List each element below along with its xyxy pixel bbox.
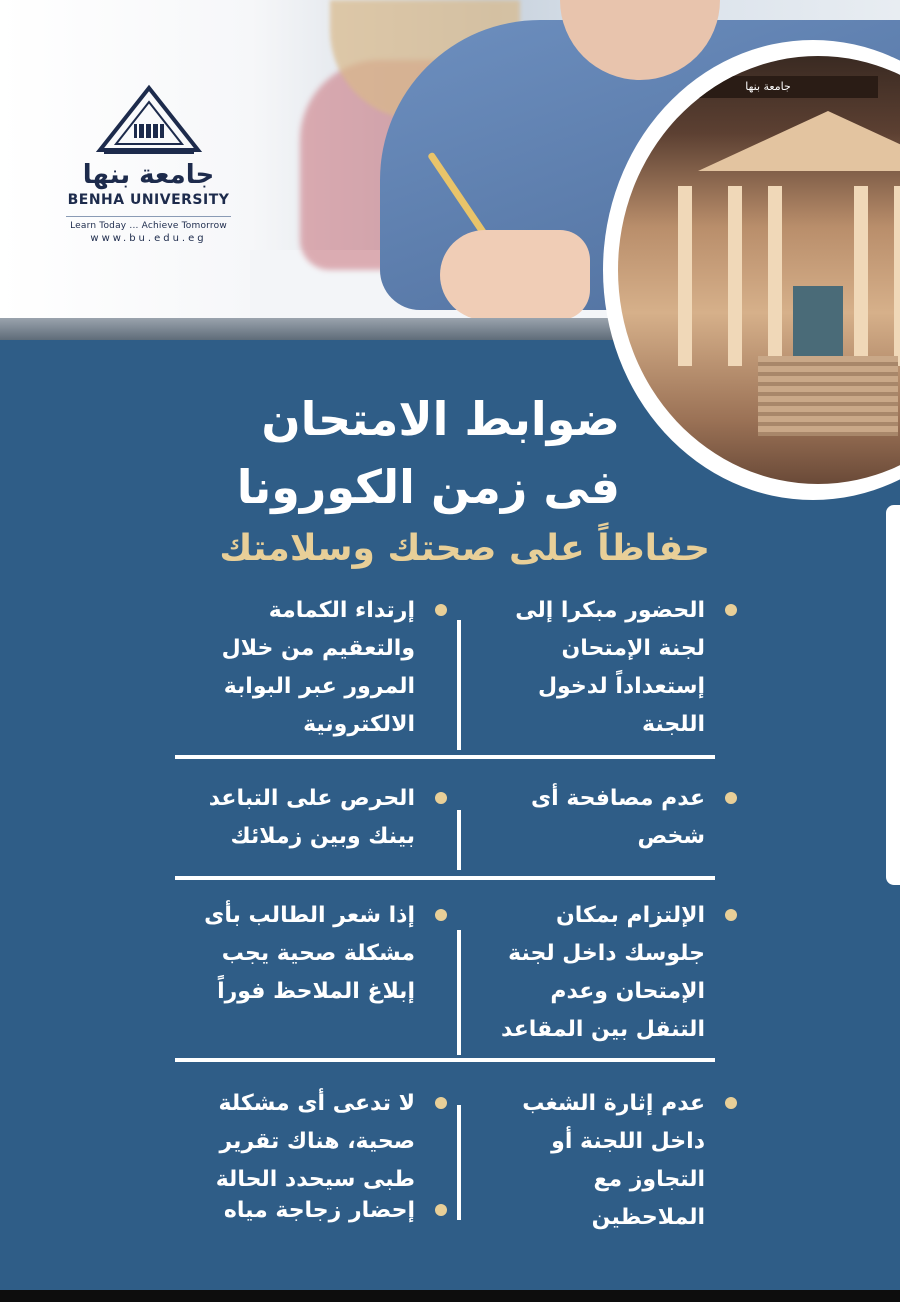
bullet-icon: [435, 1097, 447, 1109]
university-url: www.bu.edu.eg: [90, 233, 207, 244]
bullet-icon: [725, 909, 737, 921]
building-column: [678, 186, 692, 366]
page-subtitle: حفاظاً على صحتك وسلامتك: [219, 528, 710, 569]
university-tagline: Learn Today ... Achieve Tomorrow: [66, 216, 231, 231]
rule-text: الحرص على التباعد بينك وبين زملائك: [208, 786, 415, 849]
university-emblem-icon: [94, 84, 204, 156]
rule-text: الإلتزام بمكان جلوسك داخل لجنة الإمتحان وعدم التنقل بين المقاعد: [501, 903, 705, 1042]
bullet-icon: [435, 909, 447, 921]
grid-divider-horizontal: [175, 755, 715, 759]
rule-text: عدم إثارة الشغب داخل اللجنة أو التجاوز مع الملاحظين: [522, 1091, 705, 1230]
rule-text: لا تدعى أى مشكلة صحية، هناك تقرير طبى سيحدد الحالة: [215, 1091, 415, 1192]
building-sign: جامعة بنها: [658, 76, 878, 98]
grid-divider-horizontal: [175, 1058, 715, 1062]
rule-item: [180, 1192, 415, 1230]
rule-item: [180, 780, 415, 856]
grid-divider-vertical: [457, 620, 461, 750]
university-logo: [66, 84, 231, 244]
title-line-1: ضوابط الامتحان: [261, 392, 620, 446]
building-door: [793, 286, 843, 366]
rule-item: [180, 897, 415, 1011]
page-title: [220, 385, 620, 521]
grid-divider-vertical: [457, 810, 461, 870]
bullet-icon: [725, 604, 737, 616]
bullet-icon: [725, 1097, 737, 1109]
building-column: [894, 186, 900, 366]
rule-text: الحضور مبكرا إلى لجنة الإمتحان إستعداداً لدخول اللجنة: [515, 598, 705, 737]
rule-item: [480, 780, 705, 856]
building-column: [768, 186, 782, 366]
building-pediment: [698, 111, 900, 171]
title-line-2: فى زمن الكورونا: [236, 460, 620, 514]
bottom-bar: [0, 1290, 900, 1302]
bullet-icon: [725, 792, 737, 804]
building-column: [728, 186, 742, 366]
rule-text: عدم مصافحة أى شخص: [530, 786, 705, 849]
grid-divider-vertical: [457, 930, 461, 1055]
rule-text: إحضار زجاجة مياه: [223, 1198, 415, 1223]
grid-divider-vertical: [457, 1105, 461, 1220]
rule-text: إذا شعر الطالب بأى مشكلة صحية يجب إبلاغ الملاحظ فوراً: [204, 903, 415, 1004]
rule-item: [480, 592, 705, 744]
bullet-icon: [435, 1204, 447, 1216]
university-name-en: BENHA UNIVERSITY: [67, 192, 230, 208]
rule-text: إرتداء الكمامة والتعقيم من خلال المرور عبر البوابة الالكترونية: [221, 598, 415, 737]
rule-item: [180, 592, 415, 744]
grid-divider-horizontal: [175, 876, 715, 880]
building-column: [854, 186, 868, 366]
rule-item: [480, 897, 705, 1049]
university-name-ar: جامعة بنها: [82, 160, 215, 190]
rule-item: [480, 1085, 705, 1237]
rule-item: [180, 1085, 415, 1199]
bullet-icon: [435, 604, 447, 616]
building-stairs: [758, 356, 898, 436]
edge-strip: [886, 505, 900, 885]
bullet-icon: [435, 792, 447, 804]
student-hand: [440, 230, 590, 320]
